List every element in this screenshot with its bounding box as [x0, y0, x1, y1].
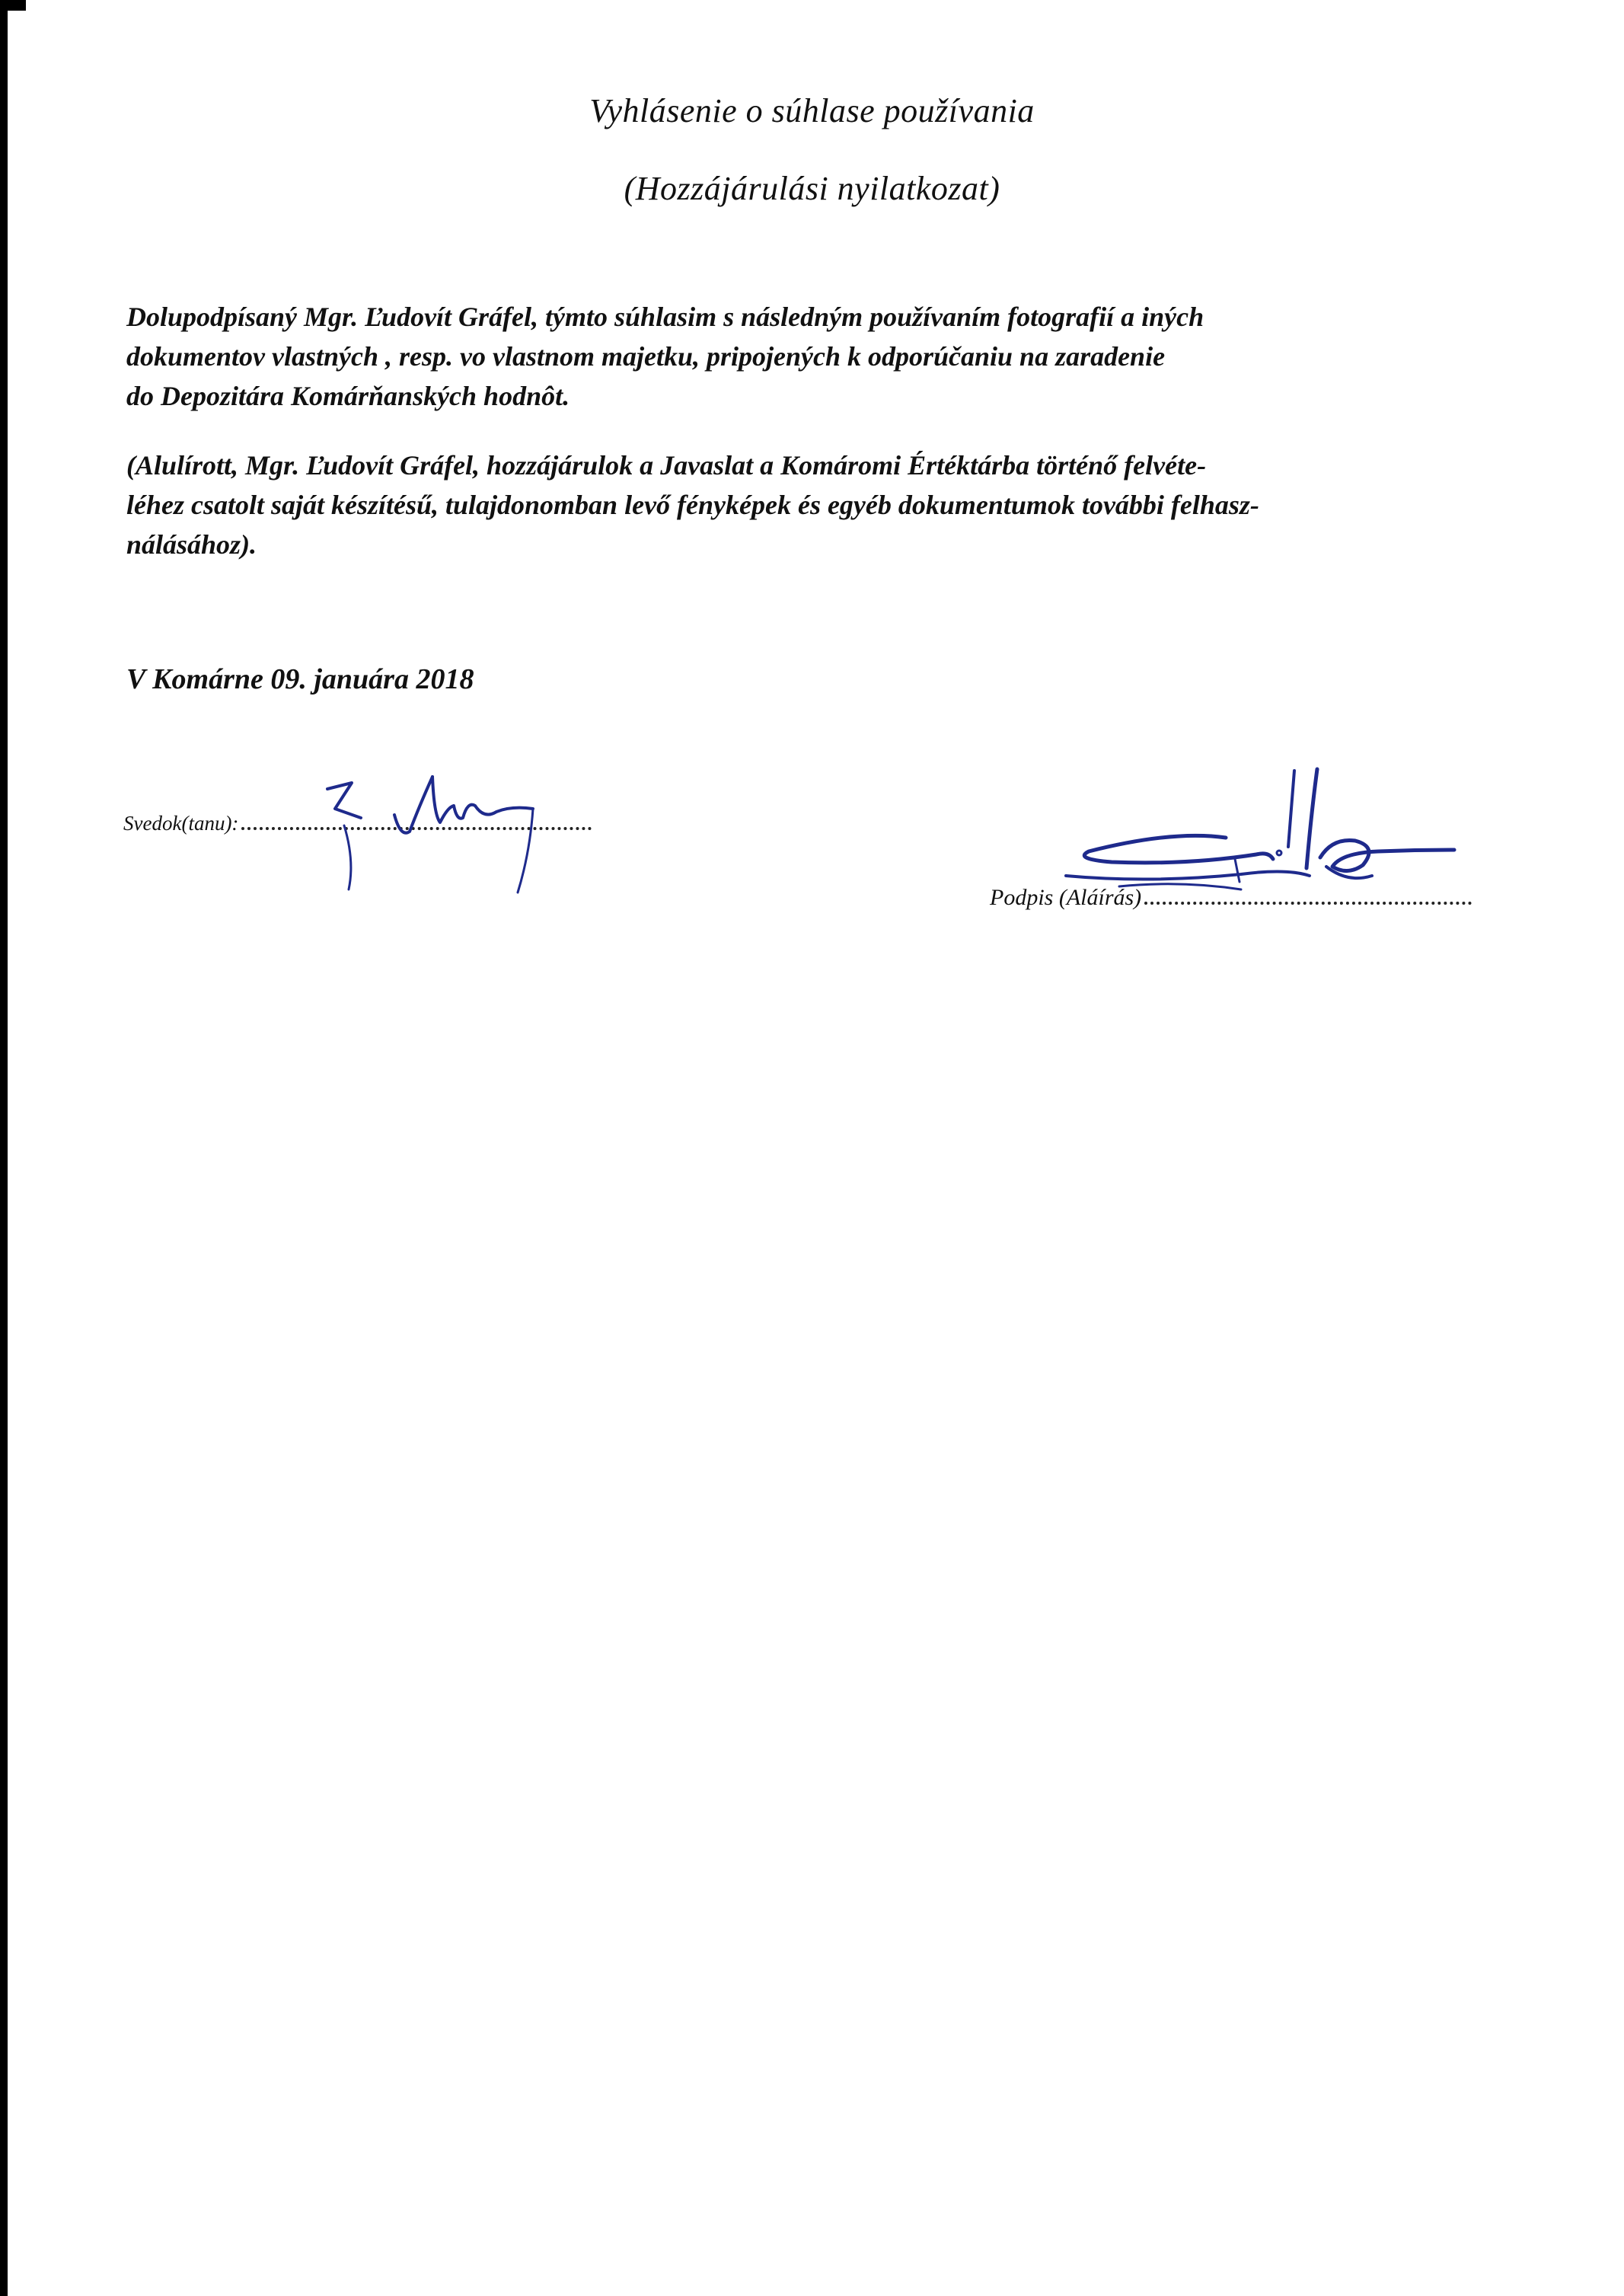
scan-corner-mark: [0, 0, 26, 11]
witness-label: Svedok(tanu):: [123, 812, 239, 835]
paragraph-line: nálásához).: [126, 529, 257, 560]
document-title-slovak: Vyhlásenie o súhlase používania: [589, 92, 1035, 129]
place-and-date: V Komárne 09. januára 2018: [126, 663, 474, 695]
paragraph-line: dokumentov vlastných , resp. vo vlastnom majetku, pripojených k odporúčaniu na zaradenie: [126, 341, 1166, 372]
paragraph-line: do Depozitára Komárňanských hodnôt.: [126, 381, 570, 411]
document-title-hungarian: (Hozzájárulási nyilatkozat): [624, 170, 1000, 207]
consent-paragraph-slovak: [126, 297, 1497, 416]
paragraph-line: léhez csatolt saját készítésű, tulajdonomban levő fényképek és egyéb dokumentumok további felhasz-: [126, 490, 1259, 520]
paragraph-line: Dolupodpísaný Mgr. Ľudovít Gráfel, týmto súhlasim s následným používaním fotografií a iných: [126, 302, 1204, 332]
paragraph-line: (Alulírott, Mgr. Ľudovít Gráfel, hozzájárulok a Javaslat a Komáromi Értéktárba történő felvéte-: [126, 450, 1207, 481]
witness-signature: [305, 762, 594, 929]
signature-label: Podpis (Aláírás): [990, 885, 1142, 910]
scan-edge-mark: [0, 0, 8, 2296]
consent-paragraph-hungarian: [126, 445, 1504, 564]
signer-signature: [1058, 762, 1485, 929]
